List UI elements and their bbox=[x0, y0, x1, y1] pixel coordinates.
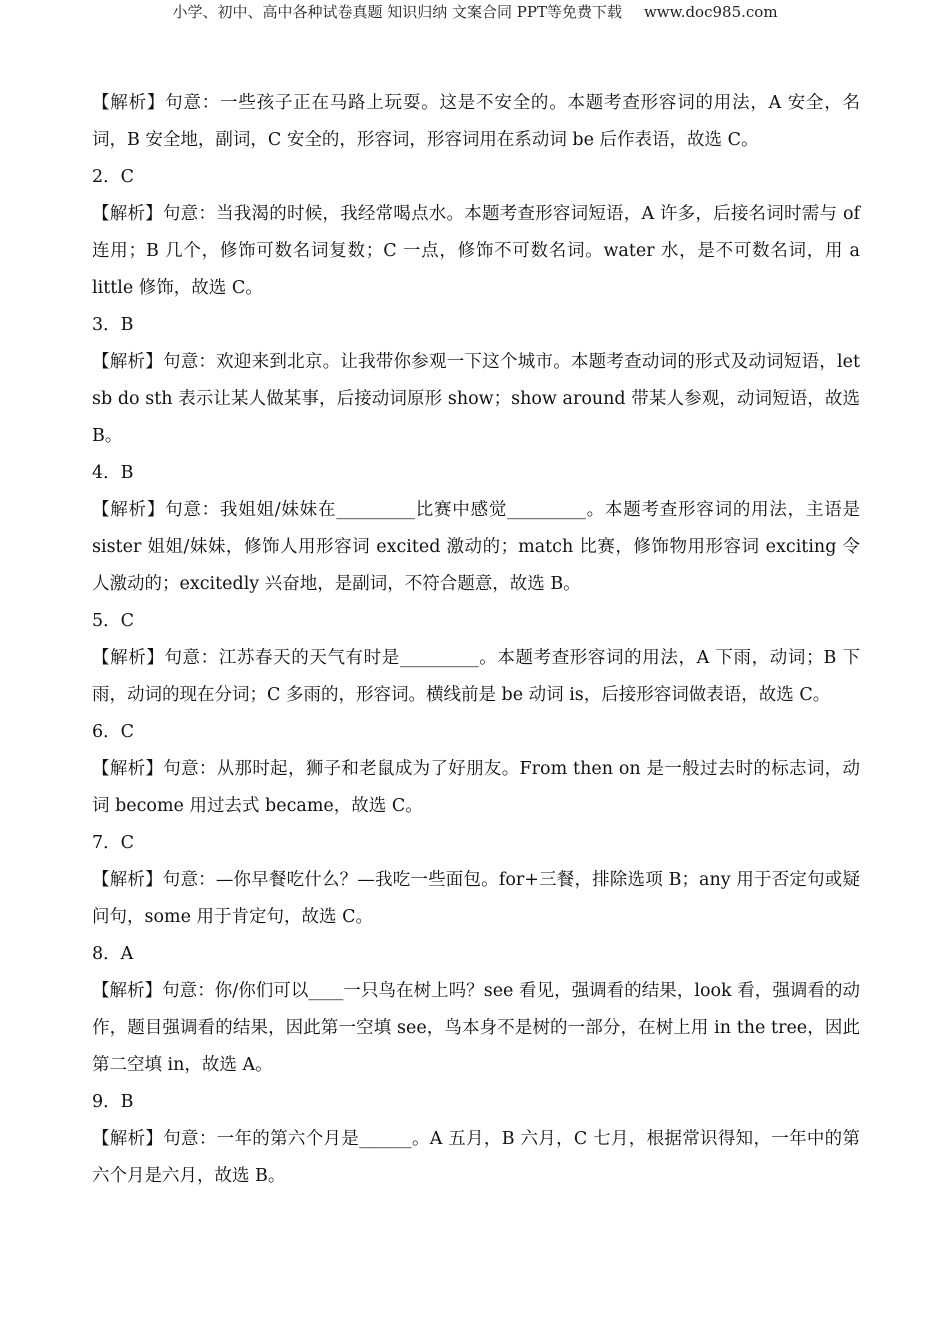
answer-key: 4．B bbox=[92, 463, 134, 483]
answer-item-9 bbox=[92, 1084, 860, 1195]
answer-key: 6．C bbox=[92, 722, 135, 742]
page-header bbox=[0, 2, 950, 22]
analysis-text: 【解析】句意：一些孩子正在马路上玩耍。这是不安全的。本题考查形容词的用法，A 安全，名词，B 安全地，副词，C 安全的，形容词，形容词用在系动词 be 后作表语，故选 C。 bbox=[92, 93, 860, 150]
answer-item-2 bbox=[92, 159, 860, 307]
answer-item-8 bbox=[92, 936, 860, 1084]
analysis-text: 【解析】句意：江苏春天的天气有时是_________。本题考查形容词的用法，A 下雨，动词；B 下雨，动词的现在分词；C 多雨的，形容词。横线前是 be 动词 is，后接形容词做表语，故选 C。 bbox=[92, 648, 860, 705]
analysis-text: 【解析】句意：我姐姐/妹妹在_________比赛中感觉_________。本题考查形容词的用法，主语是 sister 姐姐/妹妹，修饰人用形容词 excited 激动的；match 比赛，修饰物用形容词 exciting 令人激动的；excitedly 兴奋地，是副词，不符合题意，故选 B。 bbox=[92, 500, 860, 594]
header-site-link[interactable]: www.doc985.com bbox=[643, 3, 778, 21]
answer-key: 7．C bbox=[92, 833, 135, 853]
analysis-text: 【解析】句意：当我渴的时候，我经常喝点水。本题考查形容词短语，A 许多，后接名词时需与 of 连用；B 几个，修饰可数名词复数；C 一点，修饰不可数名词。water 水，是不可数名词，用 a little 修饰，故选 C。 bbox=[92, 204, 860, 298]
answer-item-1 bbox=[92, 85, 860, 159]
answer-key: 3．B bbox=[92, 315, 134, 335]
answer-list bbox=[92, 85, 860, 1195]
answer-item-4 bbox=[92, 455, 860, 603]
answer-item-5 bbox=[92, 603, 860, 714]
analysis-text: 【解析】句意：欢迎来到北京。让我带你参观一下这个城市。本题考查动词的形式及动词短语，let sb do sth 表示让某人做某事，后接动词原形 show；show around 带某人参观，动词短语，故选 B。 bbox=[92, 352, 860, 446]
answer-key: 9．B bbox=[92, 1092, 134, 1112]
answer-key: 8．A bbox=[92, 944, 134, 964]
analysis-text: 【解析】句意：一年的第六个月是______。A 五月，B 六月，C 七月，根据常识得知，一年中的第六个月是六月，故选 B。 bbox=[92, 1129, 860, 1186]
analysis-text: 【解析】句意：从那时起，狮子和老鼠成为了好朋友。From then on 是一般过去时的标志词，动词 become 用过去式 became，故选 C。 bbox=[92, 759, 860, 816]
analysis-text: 【解析】句意：你/你们可以____一只鸟在树上吗？see 看见，强调看的结果，look 看，强调看的动作，题目强调看的结果，因此第一空填 see，鸟本身不是树的一部分，在树上用 in the tree，因此第二空填 in，故选 A。 bbox=[92, 981, 860, 1075]
answer-item-7 bbox=[92, 825, 860, 936]
header-text: 小学、初中、高中各种试卷真题 知识归纳 文案合同 PPT等免费下载 bbox=[172, 3, 622, 21]
answer-key: 2．C bbox=[92, 167, 135, 187]
answer-item-3 bbox=[92, 307, 860, 455]
analysis-text: 【解析】句意：—你早餐吃什么？—我吃一些面包。for+三餐，排除选项 B；any 用于否定句或疑问句，some 用于肯定句，故选 C。 bbox=[92, 870, 860, 927]
answer-item-6 bbox=[92, 714, 860, 825]
answer-key: 5．C bbox=[92, 611, 135, 631]
